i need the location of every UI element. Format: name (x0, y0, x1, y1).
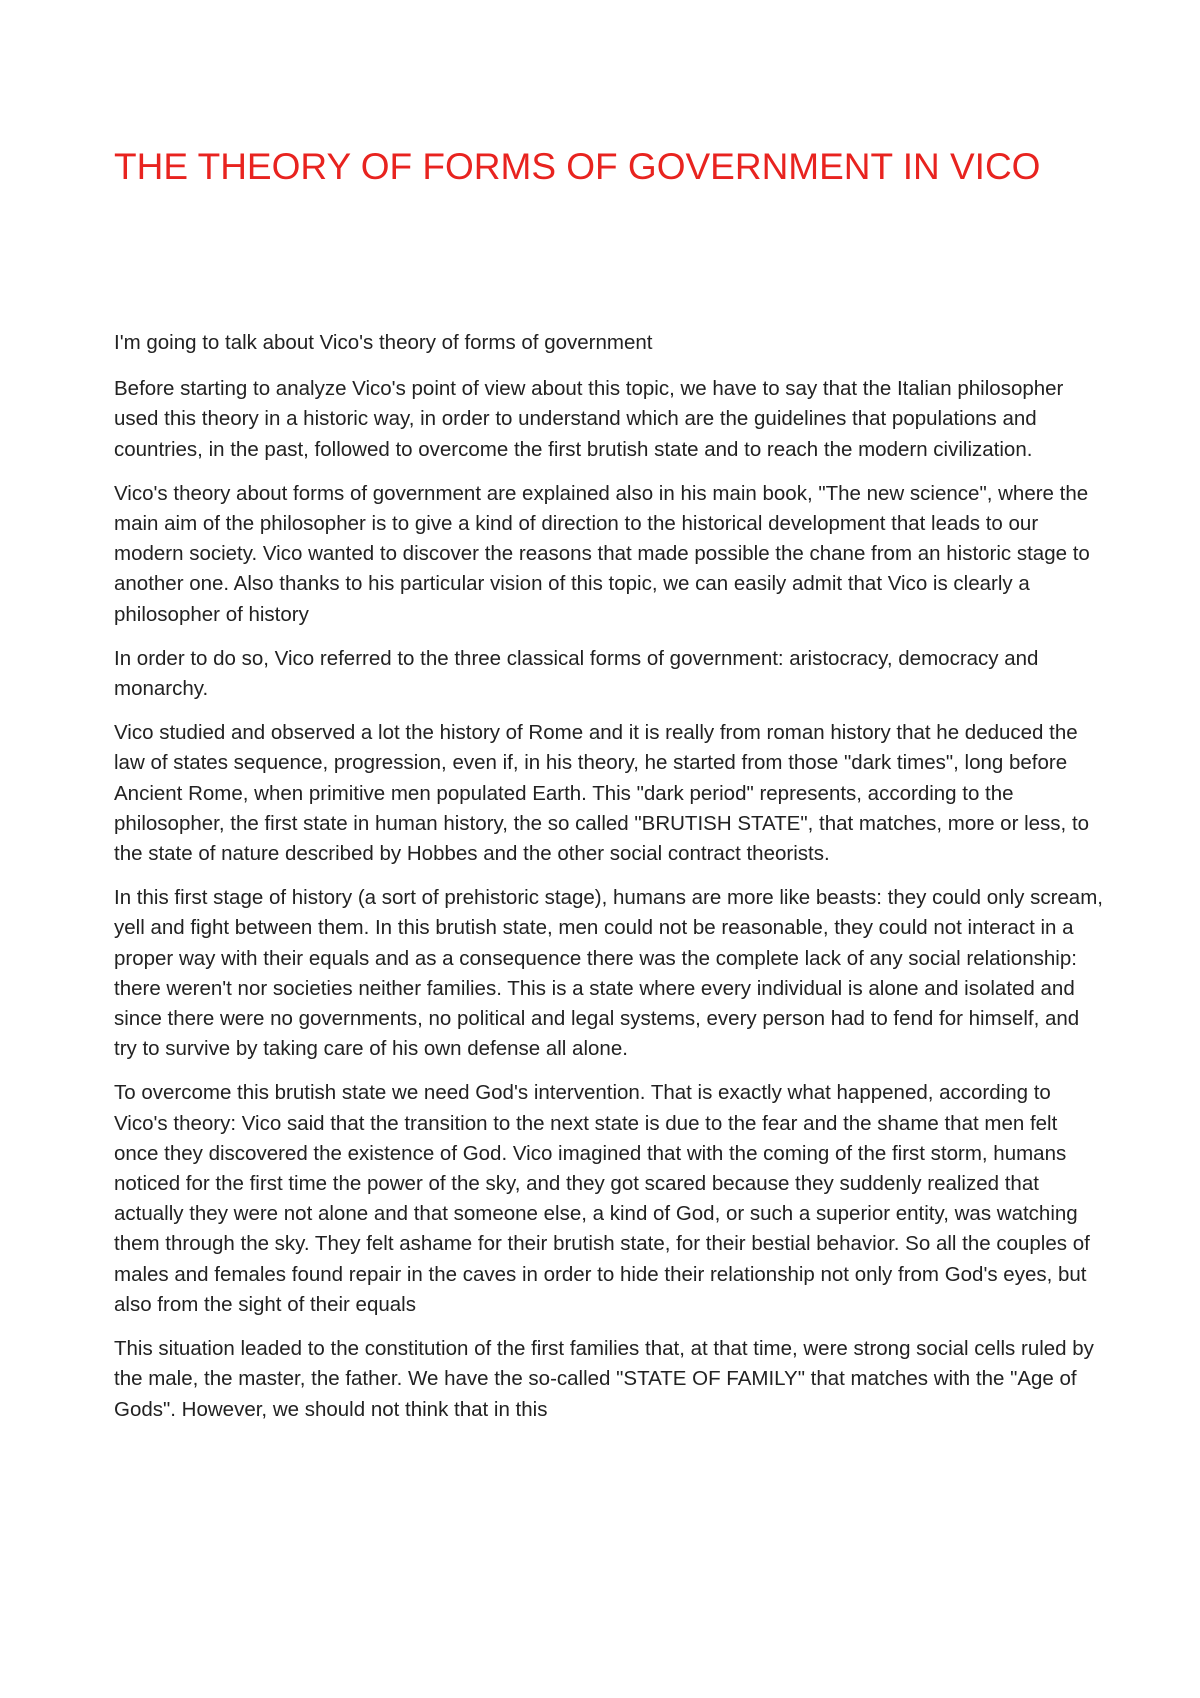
paragraph-historic-use: Before starting to analyze Vico's point of view about this topic, we have to say that the Italian philosopher used this theory in a historic way, in order to understand which are the guidelines that populations and countries, in the past, followed to overcome the first brutish state and to reach the modern civilization. (114, 377, 1064, 461)
paragraph-history-of-rome: Vico studied and observed a lot the history of Rome and it is really from roman history that he deduced the law of states sequence, progression, even if, in his theory, he started from those "dark times", long before Ancient Rome, when primitive men populated Earth. This "dark period" represents, according to the philosopher, the first state in human history, the so called "BRUTISH STATE", that matches, more or less, to the state of nature described by Hobbes and the other social contract theorists. (114, 721, 1090, 866)
document-title: THE THEORY OF FORMS OF GOVERNMENT IN VICO (114, 146, 1041, 187)
paragraph-intro: I'm going to talk about Vico's theory of forms of government (114, 331, 653, 354)
document-body (114, 328, 1104, 1439)
paragraph-classical-forms: In order to do so, Vico referred to the three classical forms of government: aristocracy, democracy and monarchy. (114, 646, 1039, 701)
paragraph-gods-intervention: To overcome this brutish state we need God's intervention. That is exactly what happened, according to Vico's theory: Vico said that the transition to the next state is due to the fear and the shame that men felt once they discovered the existence of God. Vico imagined that with the coming of the first storm, humans noticed for the first time the power of the sky, and they got scared because they suddenly realized that actually they were not alone and that someone else, a kind of God, or such a superior entity, was watching them through the sky. They felt ashame for their brutish state, for their bestial behavior. So all the couples of males and females found repair in the caves in order to hide their relationship not only from God's eyes, but also from the sight of their equals (114, 1081, 1090, 1316)
paragraph-brutish-state: In this first stage of history (a sort of prehistoric stage), humans are more like beasts: they could only scream, yell and fight between them. In this brutish state, men could not be reasonable, they could not interact in a proper way with their equals and as a consequence there was the complete lack of any social relationship: there weren't nor societies neither families. This is a state where every individual is alone and isolated and since there were no governments, no political and legal systems, every person had to fend for himself, and try to survive by taking care of his own defense all alone. (114, 886, 1103, 1061)
paragraph-new-science: Vico's theory about forms of government are explained also in his main book, "The new science", where the main aim of the philosopher is to give a kind of direction to the historical development that leads to our modern society. Vico wanted to discover the reasons that made possible the chane from an historic stage to another one. Also thanks to his particular vision of this topic, we can easily admit that Vico is clearly a philosopher of history (114, 481, 1090, 626)
paragraph-state-of-family: This situation leaded to the constitution of the first families that, at that time, were strong social cells ruled by the male, the master, the father. We have the so-called "STATE OF FAMILY" that matches with the "Age of Gods". However, we should not think that in this (114, 1337, 1094, 1421)
